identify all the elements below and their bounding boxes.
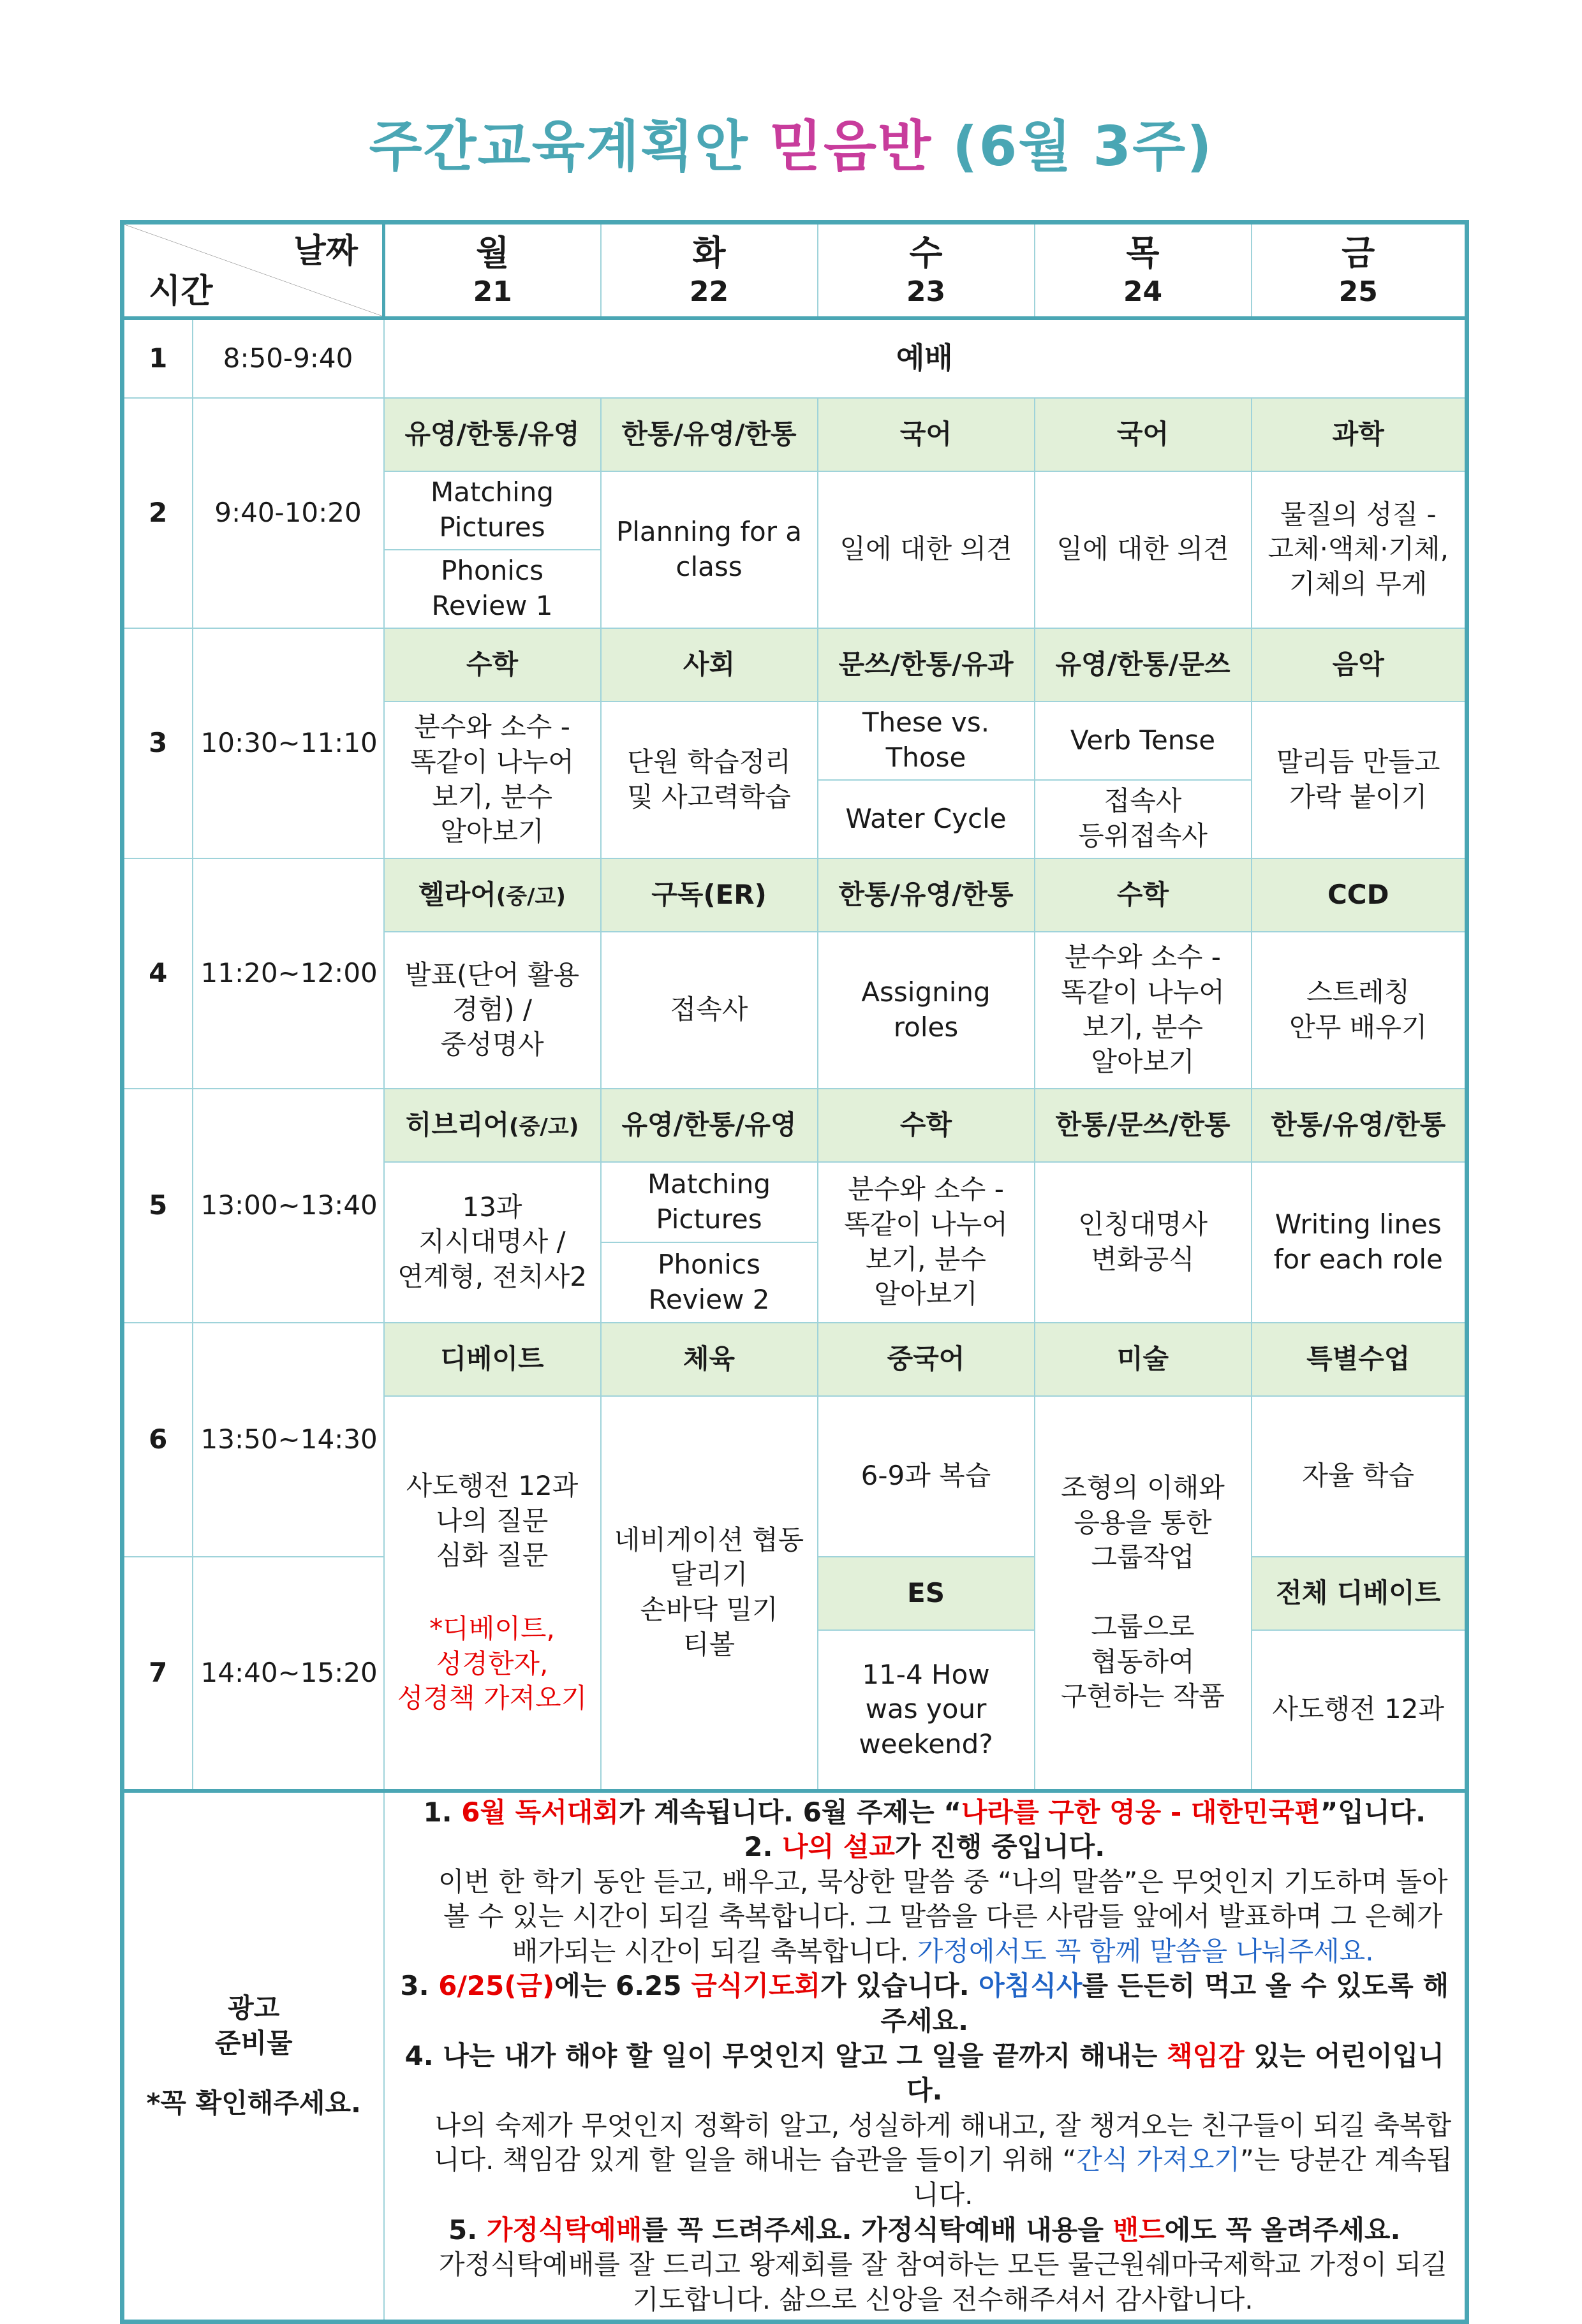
subject-cell: ES: [818, 1557, 1035, 1630]
note-text: 에도 꼭 올려주세요.: [1164, 2214, 1401, 2246]
note-text: 에는 6.25: [554, 1970, 691, 2002]
note-number: 4.: [404, 2040, 434, 2071]
content-cell: Water Cycle: [818, 780, 1035, 858]
subject-cell: 구독(ER): [601, 858, 818, 932]
note-body-text: 나의 숙제가 무엇인지 정확히 알고, 성실하게 해내고, 잘 챙겨오는 친구들이 되길 축복합니다. 책임감 있게 할 일을 해내는 습관을 들이기 위해 “: [433, 2109, 1452, 2176]
period-time: 11:20~12:00: [193, 858, 384, 1089]
note-highlight: 간식 가져오기: [1076, 2144, 1241, 2176]
content-cell: 물질의 성질 - 고체·액체·기체, 기체의 무게: [1252, 471, 1467, 628]
subject-cell: 유영/한통/유영: [384, 398, 601, 471]
period-number: 1: [122, 318, 193, 398]
content-cell: Planning for a class: [601, 471, 818, 628]
day-name: 수: [909, 232, 943, 273]
period-time: 14:40~15:20: [193, 1557, 384, 1791]
note-highlight: 밴드: [1113, 2214, 1165, 2246]
day-name: 금: [1342, 232, 1375, 273]
period-number: 6: [122, 1323, 193, 1557]
reminder-text: *디베이트, 성경한자, 성경책 가져오기: [397, 1613, 588, 1714]
content-cell: 인칭대명사 변화공식: [1035, 1162, 1252, 1323]
period-number: 5: [122, 1089, 193, 1323]
content-cell: Matching Pictures: [384, 471, 601, 550]
content-cell: 일에 대한 의견: [818, 471, 1035, 628]
content-cell: 13과 지시대명사 / 연계형, 전치사2: [384, 1162, 601, 1323]
subject-cell: CCD: [1252, 858, 1467, 932]
content-cell: 분수와 소수 - 똑같이 나누어 보기, 분수 알아보기: [384, 702, 601, 858]
note-highlight: 금식기도회: [691, 1970, 821, 2002]
title-class-name: 믿음반: [769, 115, 933, 179]
note-5: [392, 2213, 1458, 2248]
note-number: 5.: [448, 2214, 478, 2246]
content-cell: Verb Tense: [1035, 702, 1252, 780]
subject-cell: 체육: [601, 1323, 818, 1396]
day-header-tue: [601, 223, 818, 318]
note-text: 나는 내가 해야 할 일이 무엇인지 알고 그 일을 끝까지 해내는: [443, 2040, 1167, 2071]
period-time: 13:50~14:30: [193, 1323, 384, 1557]
subject-note: (중/고): [509, 1114, 579, 1140]
content-cell: Phonics Review 1: [384, 550, 601, 628]
note-highlight: 책임감: [1166, 2040, 1245, 2071]
period-number: 3: [122, 628, 193, 858]
content-cell: Assigning roles: [818, 932, 1035, 1089]
subject-name: 히브리어: [405, 1108, 510, 1140]
notes-body-cell: [384, 1791, 1467, 2322]
subject-cell: 유영/한통/유영: [601, 1089, 818, 1162]
subject-note: (중/고): [496, 883, 566, 909]
period-3-subject-row: [122, 628, 1467, 702]
note-highlight: 6월 독서대회: [461, 1796, 619, 1828]
note-number: 2.: [744, 1831, 773, 1863]
content-cell: These vs. Those: [818, 702, 1035, 780]
header-row: [122, 223, 1467, 318]
day-header-mon: [384, 223, 601, 318]
note-text: 가 진행 중입니다.: [895, 1831, 1105, 1863]
header-corner: [122, 223, 384, 318]
note-1: [392, 1795, 1458, 1830]
subject-cell: 유영/한통/문쓰: [1035, 628, 1252, 702]
note-number: 1.: [423, 1796, 452, 1828]
subject-name: 헬라어: [418, 878, 496, 910]
notes-label-ads: 광고: [228, 1992, 280, 2024]
content-cell: Phonics Review 2: [601, 1242, 818, 1323]
day-header-fri: [1252, 223, 1467, 318]
period-number: 7: [122, 1557, 193, 1791]
note-text: 를 꼭 드려주세요. 가정식탁예배 내용을: [642, 2214, 1113, 2246]
note-body-text: ”는 당분간 계속됩니다.: [913, 2144, 1453, 2211]
content-cell: 발표(단어 활용 경험) / 중성명사: [384, 932, 601, 1089]
content-cell: 분수와 소수 - 똑같이 나누어 보기, 분수 알아보기: [818, 1162, 1035, 1323]
subject-cell: 디베이트: [384, 1323, 601, 1396]
subject-cell: [384, 1089, 601, 1162]
note-5-body: 가정식탁예배를 잘 드리고 왕제회를 잘 참여하는 모든 물근원쉐마국제학교 가정이 되길 기도합니다. 삶으로 신앙을 전수해주셔서 감사합니다.: [438, 2249, 1447, 2315]
period-number: 4: [122, 858, 193, 1089]
weekly-plan-table: [120, 220, 1469, 2324]
content-cell: 네비게이션 협동 달리기 손바닥 밀기 티볼: [601, 1396, 818, 1791]
subject-cell: 한통/유영/한통: [1252, 1089, 1467, 1162]
note-text: 가 있습니다.: [820, 1970, 979, 2002]
period-5-subject-row: [122, 1089, 1467, 1162]
note-highlight: 가정식탁예배: [486, 2214, 642, 2246]
notes-label-supplies: 준비물: [214, 2027, 293, 2059]
period-number: 2: [122, 398, 193, 628]
corner-time-label: 시간: [149, 272, 213, 311]
subject-cell: 한통/유영/한통: [818, 858, 1035, 932]
note-highlight: 나의 설교: [782, 1831, 895, 1863]
note-highlight: 가정에서도 꼭 함께 말씀을 나눠주세요.: [917, 1935, 1374, 1967]
day-name: 화: [692, 232, 726, 273]
content-cell: 분수와 소수 - 똑같이 나누어 보기, 분수 알아보기: [1035, 932, 1252, 1089]
subject-cell: 수학: [1035, 858, 1252, 932]
subject-cell: 문쓰/한통/유과: [818, 628, 1035, 702]
period-4-subject-row: [122, 858, 1467, 932]
content-cell: 일에 대한 의견: [1035, 471, 1252, 628]
day-date: 24: [1123, 276, 1163, 308]
note-text: ”입니다.: [1320, 1796, 1426, 1828]
note-text: 를 든든히 먹고 올 수 있도록 해주세요.: [880, 1970, 1449, 2037]
title-week: (6월 3주): [952, 115, 1213, 179]
subject-cell: 미술: [1035, 1323, 1252, 1396]
period-time: 8:50-9:40: [193, 318, 384, 398]
content-cell: 접속사 등위접속사: [1035, 780, 1252, 858]
corner-date-label: 날짜: [293, 232, 358, 270]
subject-cell: [384, 858, 601, 932]
notes-label-check: *꼭 확인해주세요.: [146, 2087, 362, 2119]
subject-cell: 전체 디베이트: [1252, 1557, 1467, 1630]
subject-cell: 한통/문쓰/한통: [1035, 1089, 1252, 1162]
subject-cell: 한통/유영/한통: [601, 398, 818, 471]
period-1-row: [122, 318, 1467, 398]
content-text: 사도행전 12과 나의 질문 심화 질문: [406, 1470, 579, 1571]
subject-cell: 국어: [818, 398, 1035, 471]
day-header-thu: [1035, 223, 1252, 318]
content-cell: Writing lines for each role: [1252, 1162, 1467, 1323]
day-date: 22: [689, 276, 729, 308]
notes-row: [122, 1791, 1467, 2322]
subject-cell: 국어: [1035, 398, 1252, 471]
day-date: 21: [473, 276, 512, 308]
day-name: 목: [1126, 232, 1160, 273]
day-name: 월: [476, 232, 510, 273]
day-date: 25: [1338, 276, 1378, 308]
period-6-subject-row: [122, 1323, 1467, 1396]
subject-cell: 중국어: [818, 1323, 1035, 1396]
subject-cell: 수학: [384, 628, 601, 702]
content-cell: 접속사: [601, 932, 818, 1089]
content-cell: 말리듬 만들고 가락 붙이기: [1252, 702, 1467, 858]
content-cell: 6-9과 복습: [818, 1396, 1035, 1557]
title-main: 주간교육계획안: [369, 115, 749, 179]
day-header-wed: [818, 223, 1035, 318]
content-cell: Matching Pictures: [601, 1162, 818, 1242]
debate-content-cell: [384, 1396, 601, 1791]
subject-cell: 음악: [1252, 628, 1467, 702]
content-cell: 스트레칭 안무 배우기: [1252, 932, 1467, 1089]
note-4-body: [392, 2108, 1458, 2213]
note-text: 있는 어린이입니다.: [906, 2040, 1444, 2107]
note-highlight: 6/25(금): [438, 1970, 555, 2002]
note-3: [392, 1969, 1458, 2038]
notes-label-cell: [122, 1791, 384, 2322]
content-cell: 11-4 How was your weekend?: [818, 1630, 1035, 1791]
note-4: [392, 2039, 1458, 2108]
period-time: 13:00~13:40: [193, 1089, 384, 1323]
note-text: 가 계속됩니다. 6월 주제는 “: [618, 1796, 961, 1828]
note-2-body: [392, 1865, 1458, 1969]
period-time: 10:30~11:10: [193, 628, 384, 858]
worship-cell: 예배: [384, 318, 1467, 398]
period-time: 9:40-10:20: [193, 398, 384, 628]
note-number: 3.: [400, 1970, 429, 2002]
content-cell: 단원 학습정리 및 사고력학습: [601, 702, 818, 858]
subject-cell: 사회: [601, 628, 818, 702]
subject-cell: 수학: [818, 1089, 1035, 1162]
content-cell: 자율 학습: [1252, 1396, 1467, 1557]
note-2: [392, 1830, 1458, 1865]
note-body-text: 이번 한 학기 동안 듣고, 배우고, 묵상한 말씀 중 “나의 말씀”은 무엇인지 기도하며 돌아볼 수 있는 시간이 되길 축복합니다. 그 말씀을 다른 사람들 앞에서 발표하며 그 은혜가 배가되는 시간이 되길 축복합니다.: [438, 1865, 1448, 1967]
note-highlight: 아침식사: [979, 1970, 1083, 2002]
page-title: [0, 102, 1582, 181]
content-cell: 사도행전 12과: [1252, 1630, 1467, 1791]
note-highlight: 나라를 구한 영웅 - 대한민국편: [961, 1796, 1320, 1828]
subject-cell: 특별수업: [1252, 1323, 1467, 1396]
content-cell: 조형의 이해와 응용을 통한 그룹작업 그룹으로 협동하여 구현하는 작품: [1035, 1396, 1252, 1791]
subject-cell: 과학: [1252, 398, 1467, 471]
day-date: 23: [906, 276, 946, 308]
period-2-subject-row: [122, 398, 1467, 471]
